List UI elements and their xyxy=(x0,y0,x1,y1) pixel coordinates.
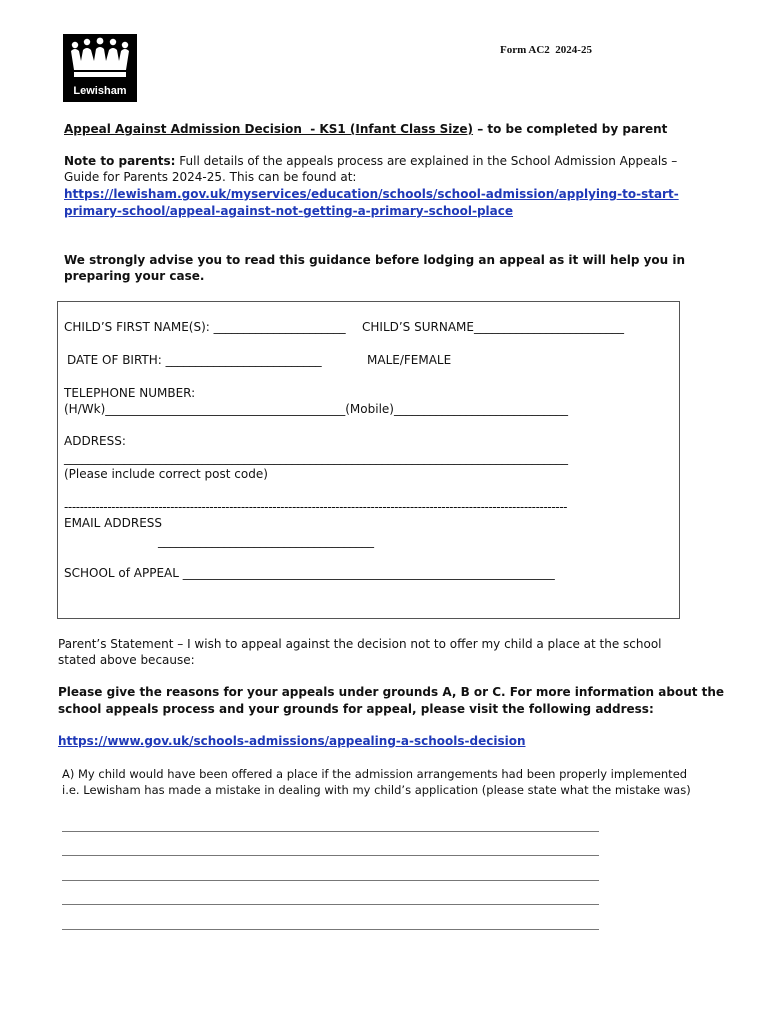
date-of-birth-field[interactable]: DATE OF BIRTH: __________________________ xyxy=(67,353,322,367)
child-surname-field[interactable]: CHILD’S SURNAME_________________________ xyxy=(362,320,624,334)
answer-line[interactable] xyxy=(62,904,599,905)
guidance-link-part-2[interactable]: primary-school/appeal-against-not-getting-a-primary-school-place xyxy=(64,204,514,218)
telephone-label: TELEPHONE NUMBER: xyxy=(64,386,196,400)
advice-line-2: preparing your case. xyxy=(64,269,205,283)
appeals-guidance-link[interactable]: https://www.gov.uk/schools-admissions/appealing-a-schools-decision xyxy=(58,734,526,748)
address-label: ADDRESS: xyxy=(64,434,126,448)
advice-line-1: We strongly advise you to read this guidance before lodging an appeal as it will help you in xyxy=(64,253,686,267)
ground-a-line-1: A) My child would have been offered a place if the admission arrangements had been properly implemented xyxy=(62,767,688,781)
ground-a-line-2: i.e. Lewisham has made a mistake in dealing with my child’s application (please state what the mistake was) xyxy=(62,783,691,797)
email-field[interactable]: ____________________________________ xyxy=(158,534,374,548)
answer-line[interactable] xyxy=(62,855,599,856)
note-text: Full details of the appeals process are explained in the School Admission Appeals – xyxy=(175,154,678,168)
form-title-underlined: Appeal Against Admission Decision - KS1 (Infant Class Size) xyxy=(64,122,474,136)
note-line-2: Guide for Parents 2024-25. This can be found at: xyxy=(64,170,357,184)
note-label: Note to parents: xyxy=(64,154,176,168)
form-title xyxy=(64,121,667,138)
reasons-line-2: school appeals process and your grounds for appeal, please visit the following address: xyxy=(58,702,654,716)
form-reference: Form AC2 2024-25 xyxy=(500,44,592,56)
reasons-line-1: Please give the reasons for your appeals under grounds A, B or C. For more information about the xyxy=(58,685,725,699)
postcode-note: (Please include correct post code) xyxy=(64,467,268,481)
guidance-link-part-1[interactable]: https://lewisham.gov.uk/myservices/education/schools/school-admission/applying-to-start- xyxy=(64,187,679,201)
lewisham-logo xyxy=(63,34,137,102)
statement-line-2: stated above because: xyxy=(58,653,195,667)
email-label: EMAIL ADDRESS xyxy=(64,516,163,530)
address-continuation-line[interactable]: -------------------------------------------------------------------------------------------------------------------------------- xyxy=(64,500,568,514)
child-first-name-field[interactable]: CHILD’S FIRST NAME(S): ______________________ xyxy=(64,320,346,334)
answer-line[interactable] xyxy=(62,880,599,881)
logo-text: Lewisham xyxy=(73,85,127,97)
crown-icon xyxy=(63,34,137,84)
answer-line[interactable] xyxy=(62,831,599,832)
telephone-field[interactable]: (H/Wk)________________________________________(Mobile)_____________________________ xyxy=(64,402,568,416)
statement-line-1: Parent’s Statement – I wish to appeal against the decision not to offer my child a place at the school xyxy=(58,637,662,651)
address-field[interactable]: ____________________________________________________________________________________ xyxy=(64,451,568,465)
answer-line[interactable] xyxy=(62,929,599,930)
gender-field[interactable]: MALE/FEMALE xyxy=(367,353,452,367)
form-title-rest: – to be completed by parent xyxy=(473,122,668,136)
note-line-1 xyxy=(64,153,677,170)
school-of-appeal-field[interactable]: SCHOOL of APPEAL ______________________________________________________________ xyxy=(64,566,555,580)
